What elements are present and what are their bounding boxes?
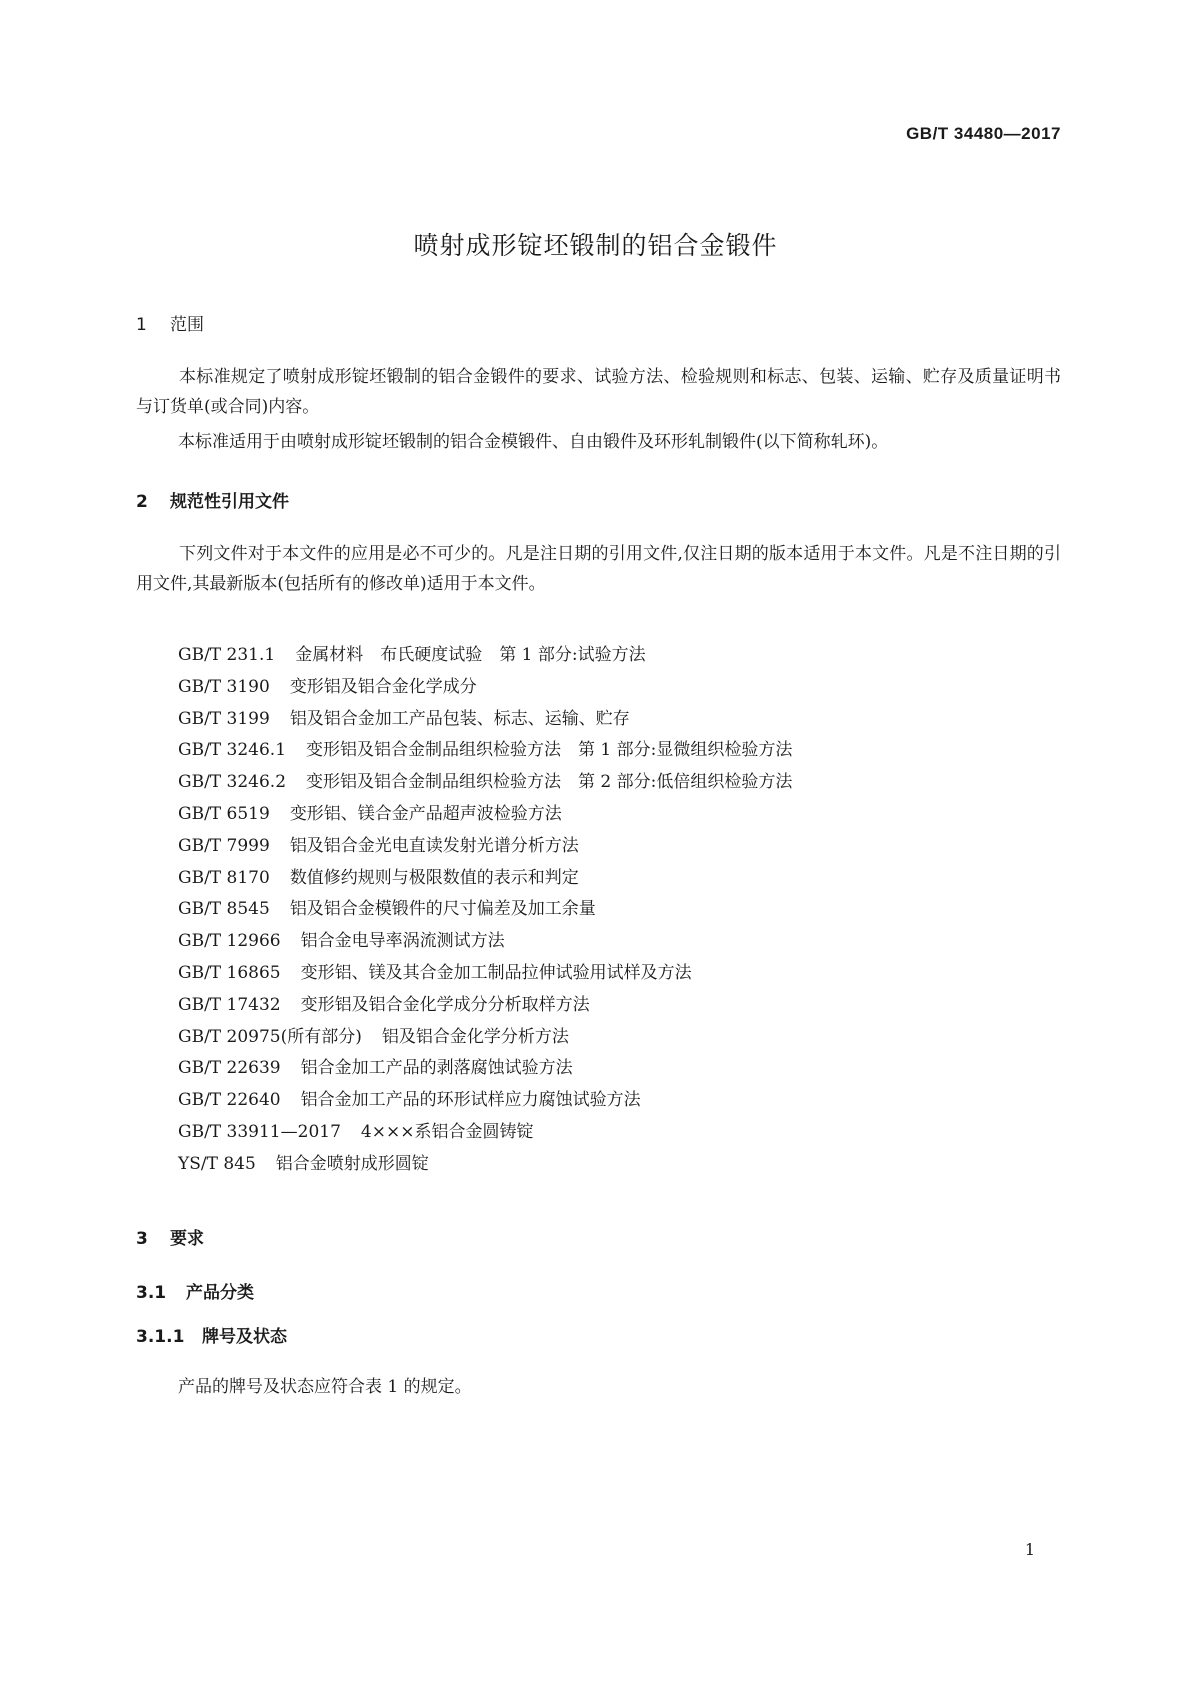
reference-item	[178, 767, 792, 799]
section-3-number: 3	[136, 1229, 148, 1249]
reference-code: GB/T 16865	[178, 962, 281, 983]
reference-title: 变形铝、镁及其合金加工制品拉伸试验用试样及方法	[300, 962, 692, 983]
section-3-1-1-title: 牌号及状态	[202, 1327, 287, 1347]
reference-title: 数值修约规则与极限数值的表示和判定	[289, 867, 579, 888]
reference-item	[178, 926, 792, 958]
reference-item	[178, 640, 792, 672]
reference-code: GB/T 33911—2017	[178, 1121, 341, 1142]
reference-item	[178, 831, 792, 863]
reference-code: GB/T 3246.2	[178, 772, 287, 793]
reference-code: GB/T 6519	[178, 803, 270, 824]
reference-code: YS/T 845	[178, 1153, 256, 1174]
section-3-1-number: 3.1	[136, 1283, 167, 1303]
reference-code: GB/T 8170	[178, 867, 270, 888]
reference-title: 铝及铝合金模锻件的尺寸偏差及加工余量	[289, 899, 596, 920]
reference-code: GB/T 3199	[178, 708, 270, 729]
scope-paragraph-2: 本标准适用于由喷射成形锭坯锻制的铝合金模锻件、自由锻件及环形轧制锻件(以下简称轧环)。	[178, 432, 889, 452]
reference-item	[178, 672, 792, 704]
reference-code: GB/T 22639	[178, 1058, 281, 1079]
reference-code: GB/T 20975(所有部分)	[178, 1026, 362, 1047]
document-title: 喷射成形锭坯锻制的铝合金锻件	[413, 231, 778, 260]
reference-code: GB/T 22640	[178, 1090, 281, 1111]
reference-code: GB/T 17432	[178, 994, 281, 1015]
standard-code: GB/T 34480—2017	[906, 124, 1061, 143]
reference-title: 变形铝及铝合金化学成分	[289, 676, 477, 697]
section-2-number: 2	[136, 492, 148, 512]
reference-code: GB/T 7999	[178, 835, 270, 856]
reference-code: GB/T 3246.1	[178, 740, 287, 761]
section-3-1-heading	[136, 1278, 254, 1303]
reference-item	[178, 704, 792, 736]
section-3-1-1-heading	[136, 1322, 287, 1347]
reference-code: GB/T 8545	[178, 899, 270, 920]
reference-item	[178, 863, 792, 895]
reference-title: 4×××系铝合金圆铸锭	[360, 1121, 534, 1142]
reference-title: 变形铝及铝合金制品组织检验方法 第 2 部分:低倍组织检验方法	[306, 772, 793, 793]
reference-title: 变形铝及铝合金制品组织检验方法 第 1 部分:显微组织检验方法	[306, 740, 793, 761]
normative-refs-intro: 下列文件对于本文件的应用是必不可少的。凡是注日期的引用文件,仅注日期的版本适用于本文件。凡是不注日期的引用文件,其最新版本(包括所有的修改单)适用于本文件。	[136, 544, 1061, 594]
reference-item	[178, 799, 792, 831]
reference-item	[178, 990, 792, 1022]
section-3-title: 要求	[170, 1229, 204, 1249]
reference-title: 铝合金喷射成形圆锭	[275, 1153, 429, 1174]
reference-code: GB/T 231.1	[178, 645, 276, 665]
page-number: 1	[1024, 1540, 1035, 1559]
reference-title: 铝合金电导率涡流测试方法	[300, 931, 505, 952]
section-2-heading	[136, 487, 289, 512]
reference-title: 铝及铝合金光电直读发射光谱分析方法	[289, 835, 579, 856]
reference-title: 铝合金加工产品的剥落腐蚀试验方法	[300, 1058, 573, 1079]
reference-title: 变形铝、镁合金产品超声波检验方法	[289, 803, 562, 824]
section-3-heading	[136, 1224, 204, 1249]
reference-item	[178, 958, 792, 990]
reference-title: 铝及铝合金加工产品包装、标志、运输、贮存	[289, 708, 630, 729]
section-2-title: 规范性引用文件	[170, 492, 289, 512]
section-3-1-1-number: 3.1.1	[136, 1327, 185, 1347]
normative-reference-list	[178, 640, 792, 1181]
section-1-heading	[136, 310, 204, 335]
reference-item	[178, 735, 792, 767]
reference-title: 变形铝及铝合金化学成分分析取样方法	[300, 994, 590, 1015]
reference-item	[178, 1053, 792, 1085]
reference-title: 铝及铝合金化学分析方法	[381, 1026, 569, 1047]
reference-code: GB/T 3190	[178, 676, 270, 697]
section-3-1-title: 产品分类	[186, 1283, 254, 1303]
reference-item	[178, 1022, 792, 1054]
reference-code: GB/T 12966	[178, 931, 281, 952]
section-1-title: 范围	[170, 315, 204, 335]
scope-paragraph-1: 本标准规定了喷射成形锭坯锻制的铝合金锻件的要求、试验方法、检验规则和标志、包装、运输、贮存及质量证明书与订货单(或合同)内容。	[136, 367, 1061, 417]
reference-item	[178, 1149, 792, 1181]
section-1-number: 1	[136, 315, 147, 335]
reference-title: 金属材料 布氏硬度试验 第 1 部分:试验方法	[295, 645, 646, 665]
reference-item	[178, 894, 792, 926]
reference-title: 铝合金加工产品的环形试样应力腐蚀试验方法	[300, 1090, 641, 1111]
requirements-text: 产品的牌号及状态应符合表 1 的规定。	[178, 1377, 472, 1397]
reference-item	[178, 1085, 792, 1117]
reference-item	[178, 1117, 792, 1149]
